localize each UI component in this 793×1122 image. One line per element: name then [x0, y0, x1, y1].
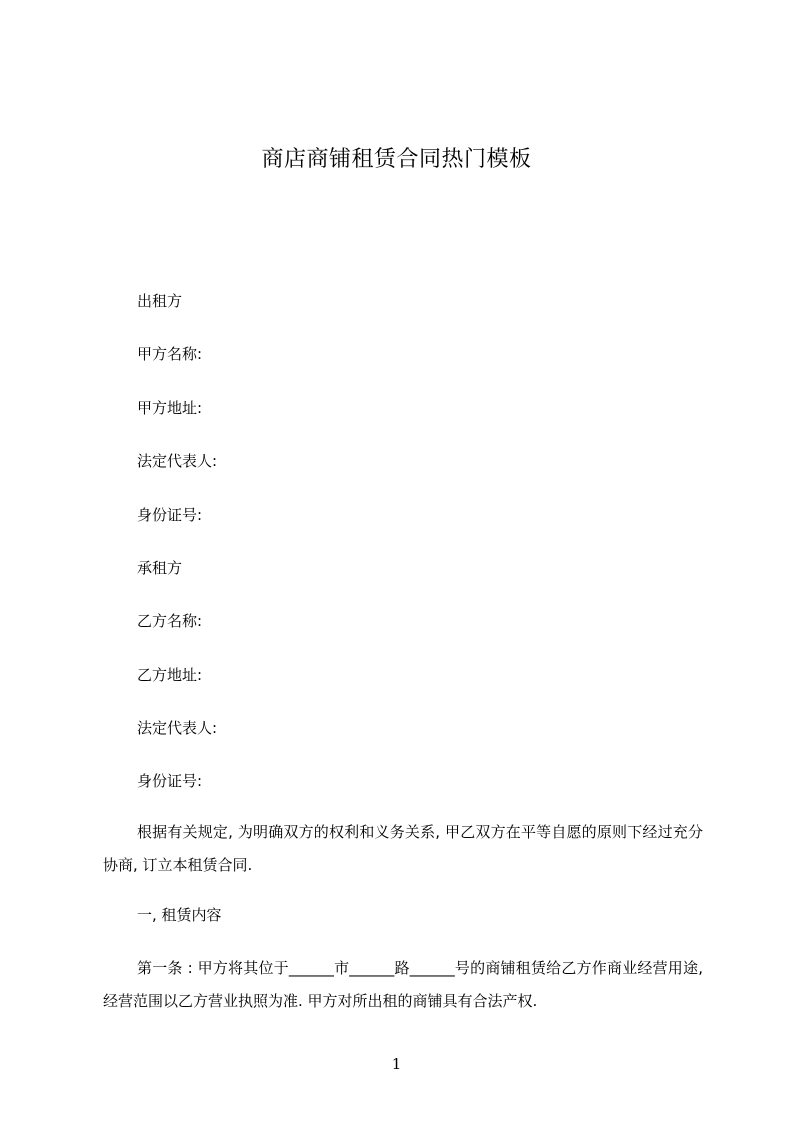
preamble-paragraph: 根据有关规定, 为明确双方的权利和义务关系, 甲乙双方在平等自愿的原则下经过充分协商, 订立本租赁合同.	[103, 823, 703, 874]
lessee-id-label: 身份证号:	[137, 772, 203, 790]
lessor-id-label: 身份证号:	[137, 506, 203, 524]
lessee-rep-label: 法定代表人:	[137, 719, 218, 737]
section-heading: 一, 租赁内容	[137, 906, 222, 924]
lessee-address-label: 乙方地址:	[137, 666, 203, 684]
lessor-heading: 出租方	[137, 292, 183, 310]
page-number: 1	[391, 1055, 402, 1073]
lessor-name-label: 甲方名称:	[137, 345, 203, 363]
page-title: 商店商铺租赁合同热门模板	[261, 147, 532, 172]
lessee-heading: 承租方	[137, 559, 183, 577]
lessor-rep-label: 法定代表人:	[137, 452, 218, 470]
lessee-name-label: 乙方名称:	[137, 612, 203, 630]
lessor-address-label: 甲方地址:	[137, 399, 203, 417]
article-1-paragraph: 第一条 : 甲方将其位于______市______路______号的商铺租赁给乙方作商业经营用途, 经营范围以乙方营业执照为准. 甲方对所出租的商铺具有合法产权.	[103, 959, 703, 1010]
